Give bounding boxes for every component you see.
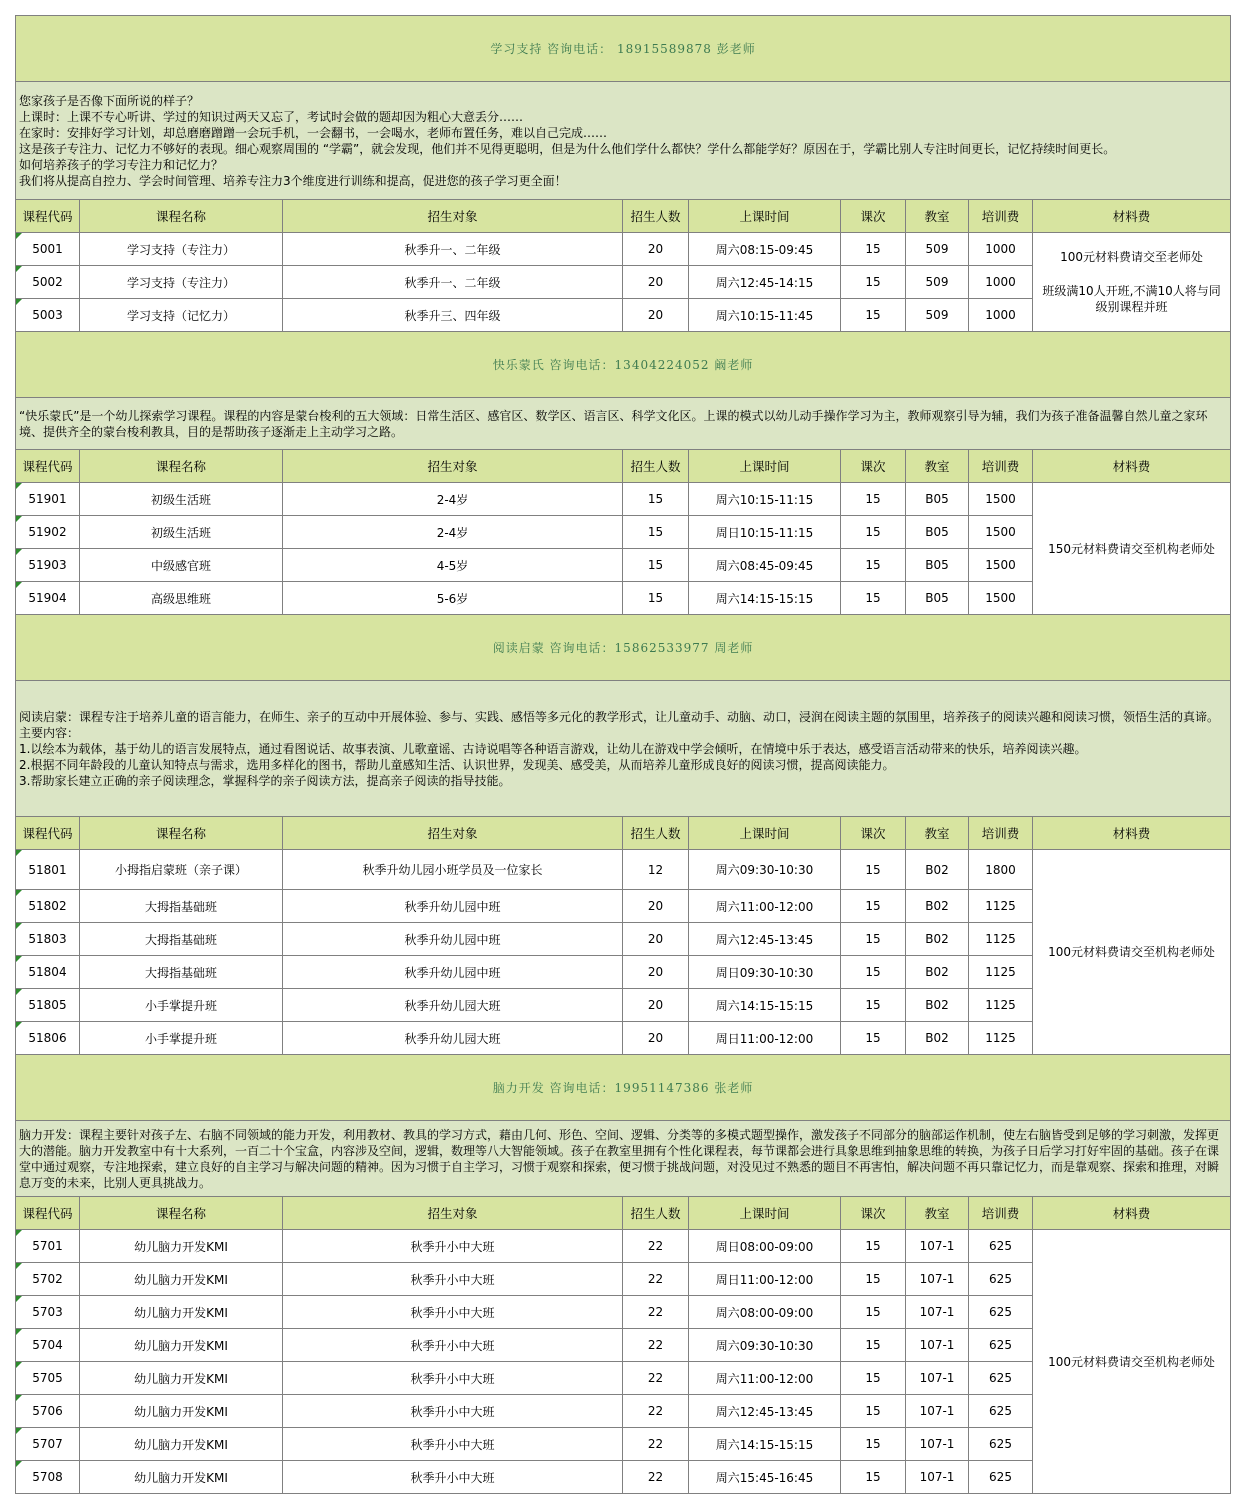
cell-sessions: 15 xyxy=(841,956,906,989)
cell-room: 107-1 xyxy=(906,1362,969,1395)
section-title-row xyxy=(16,1055,1231,1121)
column-header: 课次 xyxy=(841,450,906,483)
section-description xyxy=(16,1121,1231,1197)
cell-target: 秋季升小中大班 xyxy=(283,1230,623,1263)
cell-name: 学习支持（专注力） xyxy=(80,266,283,299)
cell-time: 周六09:30-10:30 xyxy=(689,850,841,890)
column-header: 课程名称 xyxy=(80,450,283,483)
description-line: 您家孩子是否像下面所说的样子？ xyxy=(19,93,200,108)
cell-fee: 1125 xyxy=(969,1022,1033,1055)
cell-time: 周六08:15-09:45 xyxy=(689,233,841,266)
cell-time: 周六08:00-09:00 xyxy=(689,1296,841,1329)
cell-time: 周日10:15-11:15 xyxy=(689,516,841,549)
cell-fee: 625 xyxy=(969,1461,1033,1494)
cell-capacity: 15 xyxy=(623,582,689,615)
cell-target: 2-4岁 xyxy=(283,483,623,516)
table-row xyxy=(16,483,1231,516)
cell-capacity: 15 xyxy=(623,549,689,582)
table-row xyxy=(16,850,1231,890)
cell-capacity: 15 xyxy=(623,516,689,549)
cell-fee: 1000 xyxy=(969,233,1033,266)
cell-name: 小手掌提升班 xyxy=(80,1022,283,1055)
cell-target: 秋季升幼儿园大班 xyxy=(283,1022,623,1055)
cell-room: B02 xyxy=(906,1022,969,1055)
cell-code: 51805 xyxy=(16,989,80,1022)
cell-target: 秋季升小中大班 xyxy=(283,1362,623,1395)
cell-name: 幼儿脑力开发KMI xyxy=(80,1428,283,1461)
cell-name: 幼儿脑力开发KMI xyxy=(80,1395,283,1428)
cell-code: 5705 xyxy=(16,1362,80,1395)
cell-target: 秋季升小中大班 xyxy=(283,1461,623,1494)
cell-capacity: 20 xyxy=(623,890,689,923)
column-header: 招生对象 xyxy=(283,817,623,850)
cell-code: 51806 xyxy=(16,1022,80,1055)
section-description-row xyxy=(16,681,1231,817)
cell-name: 大拇指基础班 xyxy=(80,956,283,989)
cell-capacity: 20 xyxy=(623,956,689,989)
table-row xyxy=(16,1230,1231,1263)
cell-name: 学习支持（记忆力） xyxy=(80,299,283,332)
material-fee-cell xyxy=(1033,233,1231,332)
cell-room: 509 xyxy=(906,299,969,332)
column-header: 材料费 xyxy=(1033,817,1231,850)
cell-sessions: 15 xyxy=(841,483,906,516)
cell-name: 幼儿脑力开发KMI xyxy=(80,1329,283,1362)
cell-time: 周六10:15-11:15 xyxy=(689,483,841,516)
cell-capacity: 20 xyxy=(623,923,689,956)
column-header: 招生对象 xyxy=(283,1197,623,1230)
column-header: 培训费 xyxy=(969,1197,1033,1230)
cell-target: 秋季升幼儿园中班 xyxy=(283,923,623,956)
description-line: 上课时：上课不专心听讲、学过的知识过两天又忘了，考试时会做的题却因为粗心大意丢分…… xyxy=(19,109,524,124)
material-fee-text: 100元材料费请交至机构老师处 xyxy=(1048,945,1215,959)
material-fee-text: 150元材料费请交至机构老师处 xyxy=(1048,541,1215,556)
cell-room: B02 xyxy=(906,989,969,1022)
cell-fee: 625 xyxy=(969,1230,1033,1263)
column-header: 课程代码 xyxy=(16,817,80,850)
cell-capacity: 20 xyxy=(623,989,689,1022)
column-header: 课次 xyxy=(841,817,906,850)
cell-target: 秋季升幼儿园小班学员及一位家长 xyxy=(283,850,623,890)
material-fee-text: 100元材料费请交至机构老师处 xyxy=(1048,1354,1215,1369)
column-header: 材料费 xyxy=(1033,200,1231,233)
column-header: 课次 xyxy=(841,200,906,233)
cell-time: 周日11:00-12:00 xyxy=(689,1022,841,1055)
column-header: 教室 xyxy=(906,817,969,850)
cell-sessions: 15 xyxy=(841,1428,906,1461)
column-header: 课程代码 xyxy=(16,450,80,483)
cell-fee: 1125 xyxy=(969,989,1033,1022)
column-header: 材料费 xyxy=(1033,1197,1231,1230)
column-header: 培训费 xyxy=(969,817,1033,850)
cell-fee: 1125 xyxy=(969,923,1033,956)
cell-fee: 625 xyxy=(969,1329,1033,1362)
cell-name: 幼儿脑力开发KMI xyxy=(80,1461,283,1494)
description-line: 在家时：安排好学习计划，却总磨磨蹭蹭一会玩手机，一会翻书，一会喝水，老师布置任务，难以自己完成…… xyxy=(19,125,608,140)
section-title: 脑力开发 咨询电话：19951147386 张老师 xyxy=(16,1055,1231,1121)
cell-time: 周六12:45-13:45 xyxy=(689,1395,841,1428)
cell-room: 107-1 xyxy=(906,1296,969,1329)
cell-capacity: 22 xyxy=(623,1395,689,1428)
description-line: 阅读启蒙：课程专注于培养儿童的语言能力，在师生、亲子的互动中开展体验、参与、实践、感悟等多元化的教学形式，让儿童动手、动脑、动口，浸润在阅读主题的氛围里，培养孩子的阅读兴趣和阅读习惯，领悟生活的真谛。 xyxy=(19,709,1220,724)
cell-target: 秋季升三、四年级 xyxy=(283,299,623,332)
column-header: 课程代码 xyxy=(16,200,80,233)
column-header: 材料费 xyxy=(1033,450,1231,483)
cell-room: 107-1 xyxy=(906,1230,969,1263)
cell-capacity: 22 xyxy=(623,1263,689,1296)
cell-capacity: 12 xyxy=(623,850,689,890)
column-header: 招生人数 xyxy=(623,1197,689,1230)
column-header: 上课时间 xyxy=(689,817,841,850)
cell-capacity: 20 xyxy=(623,299,689,332)
cell-code: 5708 xyxy=(16,1461,80,1494)
section-description xyxy=(16,398,1231,450)
column-header: 招生对象 xyxy=(283,450,623,483)
cell-room: B02 xyxy=(906,850,969,890)
cell-name: 学习支持（专注力） xyxy=(80,233,283,266)
cell-fee: 1500 xyxy=(969,549,1033,582)
cell-target: 秋季升一、二年级 xyxy=(283,266,623,299)
section-title-row xyxy=(16,332,1231,398)
section-title-row xyxy=(16,615,1231,681)
cell-name: 小手掌提升班 xyxy=(80,989,283,1022)
column-header: 招生人数 xyxy=(623,200,689,233)
cell-sessions: 15 xyxy=(841,516,906,549)
cell-target: 5-6岁 xyxy=(283,582,623,615)
cell-sessions: 15 xyxy=(841,1329,906,1362)
table-header-row xyxy=(16,817,1231,850)
column-header: 教室 xyxy=(906,1197,969,1230)
cell-fee: 1800 xyxy=(969,850,1033,890)
section-title: 阅读启蒙 咨询电话：15862533977 周老师 xyxy=(16,615,1231,681)
cell-name: 大拇指基础班 xyxy=(80,890,283,923)
cell-name: 幼儿脑力开发KMI xyxy=(80,1263,283,1296)
material-fee-cell xyxy=(1033,1230,1231,1494)
column-header: 招生对象 xyxy=(283,200,623,233)
cell-time: 周六12:45-14:15 xyxy=(689,266,841,299)
description-line: 脑力开发：课程主要针对孩子左、右脑不同领域的能力开发，利用教材、教具的学习方式，藉由几何、形色、空间、逻辑、分类等的多模式题型操作，激发孩子不同部分的脑部运作机制，使左右脑皆受到足够的学习刺激，发挥更大的潜能。脑力开发教室中有十大系列，一百二十个宝盒，内容涉及空间，逻辑，数理等八大智能领域。孩子在教室里拥有个性化课程表，每节课都会进行具象思维到抽象思维的转换，为孩子日后学习打好牢固的基础。孩子在课堂中通过观察，专注地探索，建立良好的自主学习与解决问题的精神。因为习惯于自主学习，习惯于观察和探索，便习惯于挑战问题，对没见过不熟悉的题目不再害怕，解决问题不再只靠记忆力，而是靠观察、探索和推理，对瞬息万变的未来，比别人更具挑战力。 xyxy=(19,1127,1220,1190)
cell-code: 51904 xyxy=(16,582,80,615)
cell-fee: 625 xyxy=(969,1296,1033,1329)
cell-fee: 625 xyxy=(969,1263,1033,1296)
course-table xyxy=(15,15,1231,1494)
cell-sessions: 15 xyxy=(841,266,906,299)
cell-sessions: 15 xyxy=(841,233,906,266)
cell-name: 幼儿脑力开发KMI xyxy=(80,1362,283,1395)
material-fee-text: 班级满10人开班,不满10人将与同级别课程并班 xyxy=(1042,284,1221,314)
cell-code: 51902 xyxy=(16,516,80,549)
cell-room: 107-1 xyxy=(906,1428,969,1461)
cell-room: B05 xyxy=(906,483,969,516)
column-header: 课程代码 xyxy=(16,1197,80,1230)
material-fee-cell xyxy=(1033,483,1231,615)
description-line: 如何培养孩子的学习专注力和记忆力？ xyxy=(19,157,224,172)
section-title: 学习支持 咨询电话： 18915589878 彭老师 xyxy=(16,16,1231,82)
material-fee-cell xyxy=(1033,850,1231,1055)
cell-code: 5703 xyxy=(16,1296,80,1329)
cell-fee: 1125 xyxy=(969,956,1033,989)
cell-fee: 1500 xyxy=(969,483,1033,516)
column-header: 教室 xyxy=(906,450,969,483)
cell-sessions: 15 xyxy=(841,1230,906,1263)
cell-room: B05 xyxy=(906,582,969,615)
cell-time: 周六14:15-15:15 xyxy=(689,989,841,1022)
cell-code: 51803 xyxy=(16,923,80,956)
cell-code: 5702 xyxy=(16,1263,80,1296)
cell-code: 5706 xyxy=(16,1395,80,1428)
cell-target: 秋季升小中大班 xyxy=(283,1329,623,1362)
cell-sessions: 15 xyxy=(841,1362,906,1395)
cell-code: 5001 xyxy=(16,233,80,266)
cell-capacity: 20 xyxy=(623,1022,689,1055)
cell-room: B02 xyxy=(906,923,969,956)
cell-capacity: 22 xyxy=(623,1230,689,1263)
cell-target: 秋季升一、二年级 xyxy=(283,233,623,266)
cell-capacity: 22 xyxy=(623,1428,689,1461)
cell-name: 大拇指基础班 xyxy=(80,923,283,956)
cell-room: 509 xyxy=(906,233,969,266)
cell-fee: 625 xyxy=(969,1428,1033,1461)
cell-capacity: 20 xyxy=(623,233,689,266)
cell-sessions: 15 xyxy=(841,549,906,582)
cell-time: 周六09:30-10:30 xyxy=(689,1329,841,1362)
cell-target: 秋季升小中大班 xyxy=(283,1395,623,1428)
cell-code: 51802 xyxy=(16,890,80,923)
cell-target: 秋季升幼儿园中班 xyxy=(283,956,623,989)
cell-code: 5002 xyxy=(16,266,80,299)
cell-code: 51901 xyxy=(16,483,80,516)
cell-time: 周日11:00-12:00 xyxy=(689,1263,841,1296)
cell-time: 周六11:00-12:00 xyxy=(689,1362,841,1395)
column-header: 上课时间 xyxy=(689,200,841,233)
cell-sessions: 15 xyxy=(841,890,906,923)
cell-time: 周六08:45-09:45 xyxy=(689,549,841,582)
description-line: 这是孩子专注力、记忆力不够好的表现。细心观察周围的 “学霸”，就会发现，他们并不见得更聪明，但是为什么他们学什么都快？学什么都能学好？原因在于，学霸比别人专注时间更长，记忆持续时间更长。 xyxy=(19,141,1116,156)
column-header: 招生人数 xyxy=(623,450,689,483)
cell-code: 5707 xyxy=(16,1428,80,1461)
cell-room: B05 xyxy=(906,549,969,582)
cell-target: 秋季升小中大班 xyxy=(283,1263,623,1296)
cell-fee: 1500 xyxy=(969,516,1033,549)
cell-time: 周日08:00-09:00 xyxy=(689,1230,841,1263)
cell-name: 幼儿脑力开发KMI xyxy=(80,1296,283,1329)
description-line: “快乐蒙氏”是一个幼儿探索学习课程。课程的内容是蒙台梭利的五大领域：日常生活区、感官区、数学区、语言区、科学文化区。上课的模式以幼儿动手操作学习为主，教师观察引导为辅，我们为孩子准备温馨自然儿童之家环境、提供齐全的蒙台梭利教具，目的是帮助孩子逐渐走上主动学习之路。 xyxy=(19,408,1208,439)
section-description xyxy=(16,681,1231,817)
cell-fee: 625 xyxy=(969,1362,1033,1395)
cell-target: 秋季升小中大班 xyxy=(283,1428,623,1461)
column-header: 招生人数 xyxy=(623,817,689,850)
cell-target: 秋季升小中大班 xyxy=(283,1296,623,1329)
description-line: 1.以绘本为载体，基于幼儿的语言发展特点，通过看图说话、故事表演、儿歌童谣、古诗说唱等各种语言游戏，让幼儿在游戏中学会倾听，在情境中乐于表达，感受语言活动带来的快乐，培养阅读兴趣。 xyxy=(19,741,1087,756)
description-line: 主要内容： xyxy=(19,725,80,740)
cell-fee: 1500 xyxy=(969,582,1033,615)
cell-time: 周六12:45-13:45 xyxy=(689,923,841,956)
cell-fee: 625 xyxy=(969,1395,1033,1428)
cell-room: 107-1 xyxy=(906,1461,969,1494)
column-header: 课程名称 xyxy=(80,817,283,850)
cell-name: 幼儿脑力开发KMI xyxy=(80,1230,283,1263)
column-header: 课次 xyxy=(841,1197,906,1230)
column-header: 上课时间 xyxy=(689,450,841,483)
section-title-row xyxy=(16,16,1231,82)
section-description-row xyxy=(16,82,1231,200)
cell-time: 周六11:00-12:00 xyxy=(689,890,841,923)
column-header: 课程名称 xyxy=(80,1197,283,1230)
cell-sessions: 15 xyxy=(841,1263,906,1296)
cell-target: 2-4岁 xyxy=(283,516,623,549)
cell-code: 51804 xyxy=(16,956,80,989)
cell-code: 5704 xyxy=(16,1329,80,1362)
cell-sessions: 15 xyxy=(841,850,906,890)
section-description-row xyxy=(16,398,1231,450)
cell-room: 107-1 xyxy=(906,1263,969,1296)
cell-sessions: 15 xyxy=(841,1296,906,1329)
cell-code: 51903 xyxy=(16,549,80,582)
section-title: 快乐蒙氏 咨询电话：13404224052 阚老师 xyxy=(16,332,1231,398)
cell-capacity: 22 xyxy=(623,1329,689,1362)
cell-fee: 1000 xyxy=(969,299,1033,332)
column-header: 培训费 xyxy=(969,200,1033,233)
cell-sessions: 15 xyxy=(841,1461,906,1494)
cell-capacity: 22 xyxy=(623,1362,689,1395)
cell-sessions: 15 xyxy=(841,923,906,956)
cell-code: 5701 xyxy=(16,1230,80,1263)
cell-room: 107-1 xyxy=(906,1329,969,1362)
description-line: 3.帮助家长建立正确的亲子阅读理念，掌握科学的亲子阅读方法，提高亲子阅读的指导技能。 xyxy=(19,773,511,788)
cell-sessions: 15 xyxy=(841,582,906,615)
table-header-row xyxy=(16,450,1231,483)
column-header: 教室 xyxy=(906,200,969,233)
cell-room: 509 xyxy=(906,266,969,299)
column-header: 课程名称 xyxy=(80,200,283,233)
description-line: 我们将从提高自控力、学会时间管理、培养专注力3个维度进行训练和提高，促进您的孩子学习更全面！ xyxy=(19,173,567,188)
cell-time: 周六14:15-15:15 xyxy=(689,582,841,615)
cell-sessions: 15 xyxy=(841,989,906,1022)
cell-capacity: 15 xyxy=(623,483,689,516)
cell-fee: 1125 xyxy=(969,890,1033,923)
cell-time: 周六14:15-15:15 xyxy=(689,1428,841,1461)
cell-capacity: 22 xyxy=(623,1296,689,1329)
cell-capacity: 20 xyxy=(623,266,689,299)
cell-sessions: 15 xyxy=(841,1022,906,1055)
course-schedule-sheet xyxy=(15,15,1230,1494)
cell-target: 秋季升幼儿园中班 xyxy=(283,890,623,923)
cell-name: 初级生活班 xyxy=(80,483,283,516)
column-header: 上课时间 xyxy=(689,1197,841,1230)
cell-target: 4-5岁 xyxy=(283,549,623,582)
cell-target: 秋季升幼儿园大班 xyxy=(283,989,623,1022)
cell-time: 周六10:15-11:45 xyxy=(689,299,841,332)
section-description xyxy=(16,82,1231,200)
material-fee-text: 100元材料费请交至老师处 xyxy=(1060,250,1203,264)
cell-name: 中级感官班 xyxy=(80,549,283,582)
cell-name: 小拇指启蒙班（亲子课） xyxy=(80,850,283,890)
section-description-row xyxy=(16,1121,1231,1197)
table-header-row xyxy=(16,1197,1231,1230)
cell-room: 107-1 xyxy=(906,1395,969,1428)
description-line: 2.根据不同年龄段的儿童认知特点与需求，选用多样化的图书，帮助儿童感知生活、认识世界，发现美、感受美，从而培养儿童形成良好的阅读习惯，提高阅读能力。 xyxy=(19,757,895,772)
cell-name: 高级思维班 xyxy=(80,582,283,615)
cell-room: B02 xyxy=(906,890,969,923)
cell-room: B05 xyxy=(906,516,969,549)
cell-sessions: 15 xyxy=(841,299,906,332)
table-header-row xyxy=(16,200,1231,233)
cell-name: 初级生活班 xyxy=(80,516,283,549)
cell-fee: 1000 xyxy=(969,266,1033,299)
cell-code: 5003 xyxy=(16,299,80,332)
column-header: 培训费 xyxy=(969,450,1033,483)
table-row xyxy=(16,233,1231,266)
cell-sessions: 15 xyxy=(841,1395,906,1428)
cell-time: 周六15:45-16:45 xyxy=(689,1461,841,1494)
cell-time: 周日09:30-10:30 xyxy=(689,956,841,989)
cell-room: B02 xyxy=(906,956,969,989)
cell-capacity: 22 xyxy=(623,1461,689,1494)
cell-code: 51801 xyxy=(16,850,80,890)
